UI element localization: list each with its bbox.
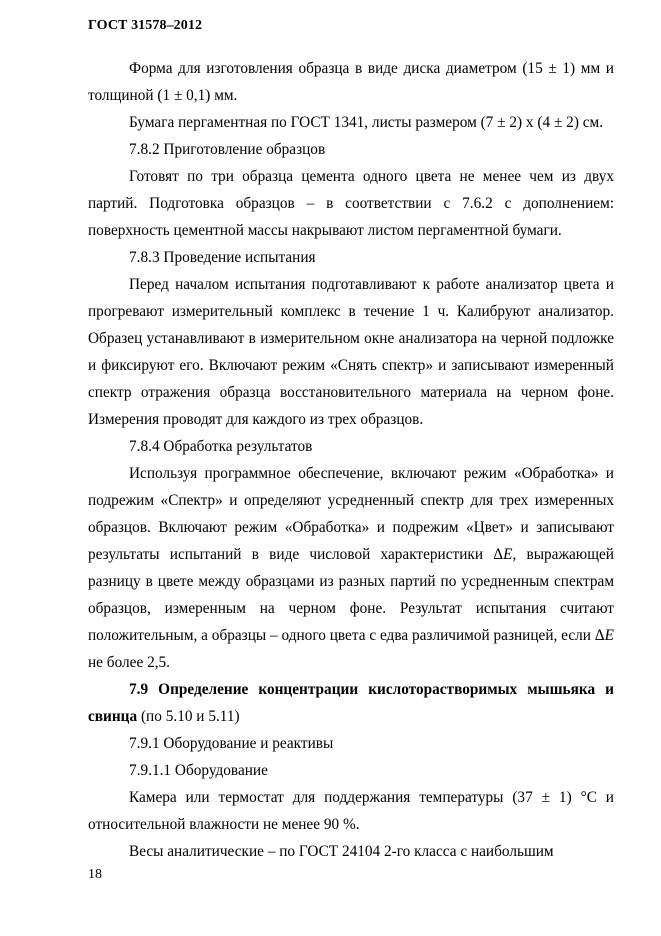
delta-e-symbol: E — [604, 627, 614, 644]
document-header: ГОСТ 31578–2012 — [88, 18, 203, 33]
paragraph-scales: Весы аналитические – по ГОСТ 24104 2-го класса с наибольшим — [129, 843, 554, 860]
section-7-9-1-heading: 7.9.1 Оборудование и реактивы — [129, 735, 334, 752]
paragraph-paper: Бумага пергаментная по ГОСТ 1341, листы размером (7 ± 2) х (4 ± 2) см. — [129, 114, 604, 131]
paragraph-chamber: Камера или термостат для поддержания температуры (37 ± 1) °С и относительной влажности не менее 90 %. — [88, 789, 614, 833]
result-text-part-1: Используя программное обеспечение, включают режим «Обработка» и подрежим «Спектр» и определяют усредненный спектр для трех измеренных образцов. Включают режим «Обработка» и подрежим «Цвет» и записывают результаты испытаний в виде числовой характеристики Δ — [88, 465, 614, 563]
section-7-8-2-heading: 7.8.2 Приготовление образцов — [129, 141, 326, 158]
result-text-part-2: , выражающей разницу в цвете между образцами из разных партий по усредненным спектрам образцов, измеренным на черном фоне. Результат испытания считают положительным, а образцы – одного цвета с едва различимой разницей, если Δ — [88, 546, 614, 644]
section-7-9-title: 7.9 Определение концентрации кислоторастворимых мышьяка и свинца — [88, 681, 614, 725]
delta-e-symbol: E — [503, 546, 513, 563]
page-number: 18 — [88, 867, 102, 882]
section-7-9-1-1-heading: 7.9.1.1 Оборудование — [129, 762, 268, 779]
result-text-part-3: не более 2,5. — [88, 654, 171, 671]
paragraph-mold: Форма для изготовления образца в виде диска диаметром (15 ± 1) мм и толщиной (1 ± 0,1) мм. — [88, 60, 614, 104]
section-7-9-heading — [88, 676, 614, 730]
document-body — [88, 55, 614, 865]
section-7-8-4-heading: 7.8.4 Обработка результатов — [129, 438, 313, 455]
paragraph-sample-prep: Готовят по три образца цемента одного цвета не менее чем из двух партий. Подготовка образцов – в соответствии с 7.6.2 с дополнением: поверхность цементной массы накрывают листом пергаментной бумаги. — [88, 168, 614, 239]
paragraph-test-procedure: Перед началом испытания подготавливают к работе анализатор цвета и прогревают измерительный комплекс в течение 1 ч. Калибруют анализатор. Образец устанавливают в измерительном окне анализатора на черной подложке и фиксируют его. Включают режим «Снять спектр» и записывают измеренный спектр отражения образца восстановительного материала на черном фоне. Измерения проводят для каждого из трех образцов. — [88, 276, 614, 428]
section-7-9-reference: (по 5.10 и 5.11) — [137, 708, 240, 725]
section-7-8-3-heading: 7.8.3 Проведение испытания — [129, 249, 316, 266]
paragraph-result-processing — [88, 460, 614, 676]
